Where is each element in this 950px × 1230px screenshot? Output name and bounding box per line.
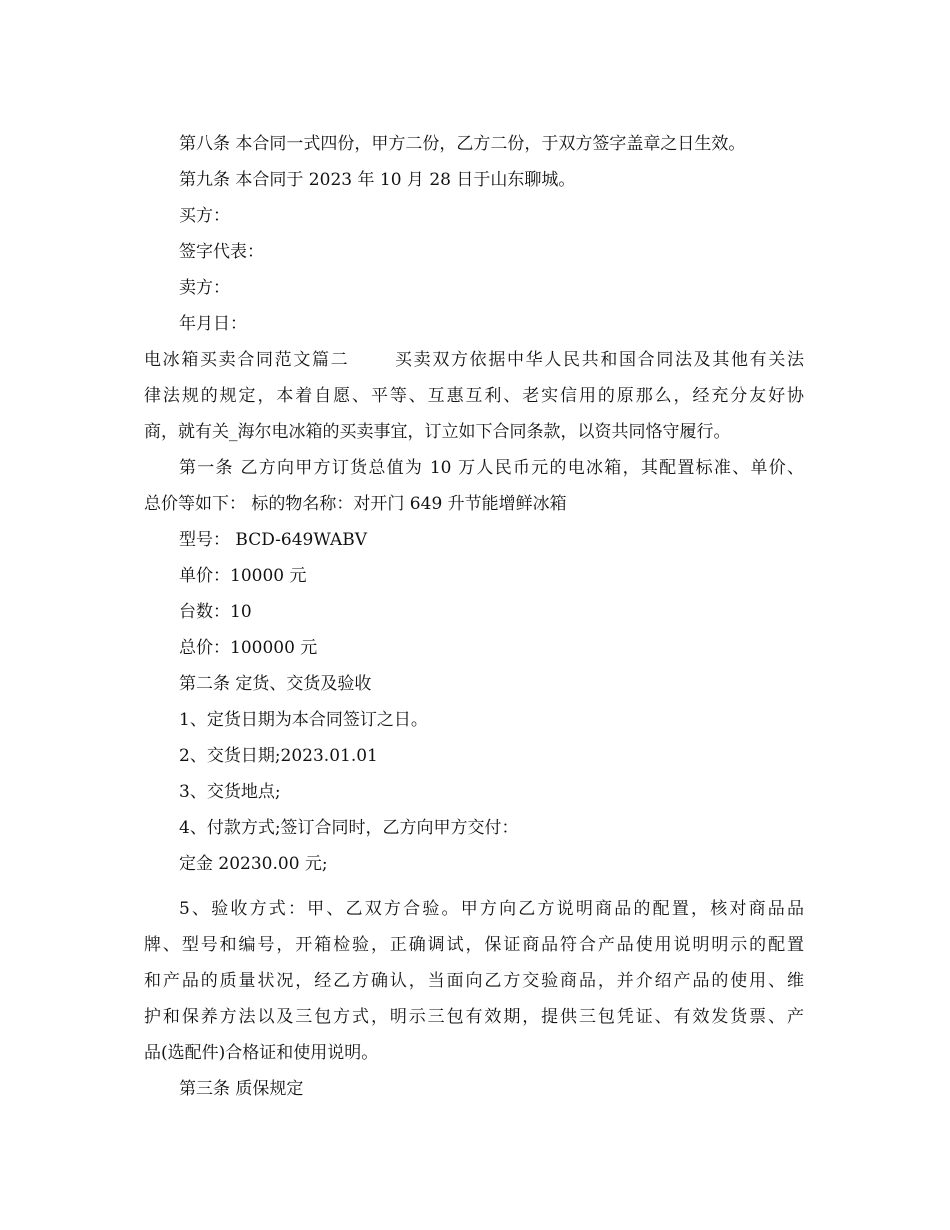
acceptance-line: 品(选配件)合格证和使用说明。 [144,1043,379,1063]
article-1-line: 第一条 乙方向甲方订货总值为 10 万人民币元的电冰箱，其配置标准、单价、 [179,458,804,478]
buyer-label: 买方： [179,206,230,226]
acceptance-line: 牌、型号和编号，开箱检验，正确调试，保证商品符合产品使用说明明示的配置 [144,935,804,955]
delivery-date-item: 2、交货日期;2023.01.01 [179,746,378,766]
section-two-title: 电冰箱买卖合同范文篇二 [144,350,350,370]
model-line: 型号： BCD-649WABV [179,530,368,550]
paragraph-line: 商，就有关_海尔电冰箱的买卖事宜，订立如下合同条款，以资共同恪守履行。 [144,422,731,442]
seller-label: 卖方： [179,278,230,298]
deposit-line: 定金 20230.00 元; [179,854,328,874]
payment-method-item: 4、付款方式;签订合同时，乙方向甲方交付： [179,818,519,838]
quantity-line: 台数：10 [179,602,252,622]
article-3-heading: 第三条 质保规定 [179,1079,304,1099]
clause-8: 第八条 本合同一式四份，甲方二份，乙方二份，于双方签字盖章之日生效。 [179,134,746,154]
acceptance-line: 护和保养方法以及三包方式，明示三包有效期，提供三包凭证、有效发货票、产 [144,1007,804,1027]
paragraph-line: 律法规的规定，本着自愿、平等、互惠互利、老实信用的原那么，经充分友好协 [144,386,804,406]
section-two-heading-line [144,342,804,378]
acceptance-line: 5、验收方式：甲、乙双方合验。甲方向乙方说明商品的配置，核对商品品 [179,899,804,919]
delivery-location-item: 3、交货地点; [179,782,281,802]
clause-9: 第九条 本合同于 2023 年 10 月 28 日于山东聊城。 [179,170,576,190]
order-date-item: 1、定货日期为本合同签订之日。 [179,710,428,730]
acceptance-line: 和产品的质量状况，经乙方确认，当面向乙方交验商品，并介绍产品的使用、维 [144,971,804,991]
total-price-line: 总价：100000 元 [179,638,318,658]
article-2-heading: 第二条 定货、交货及验收 [179,674,372,694]
date-label: 年月日： [179,314,247,334]
section-two-intro: 买卖双方依据中华人民共和国合同法及其他有关法 [393,350,804,370]
article-1-line: 总价等如下： 标的物名称：对开门 649 升节能增鲜冰箱 [144,494,567,514]
unit-price-line: 单价：10000 元 [179,566,307,586]
signatory-label: 签字代表： [179,242,264,262]
